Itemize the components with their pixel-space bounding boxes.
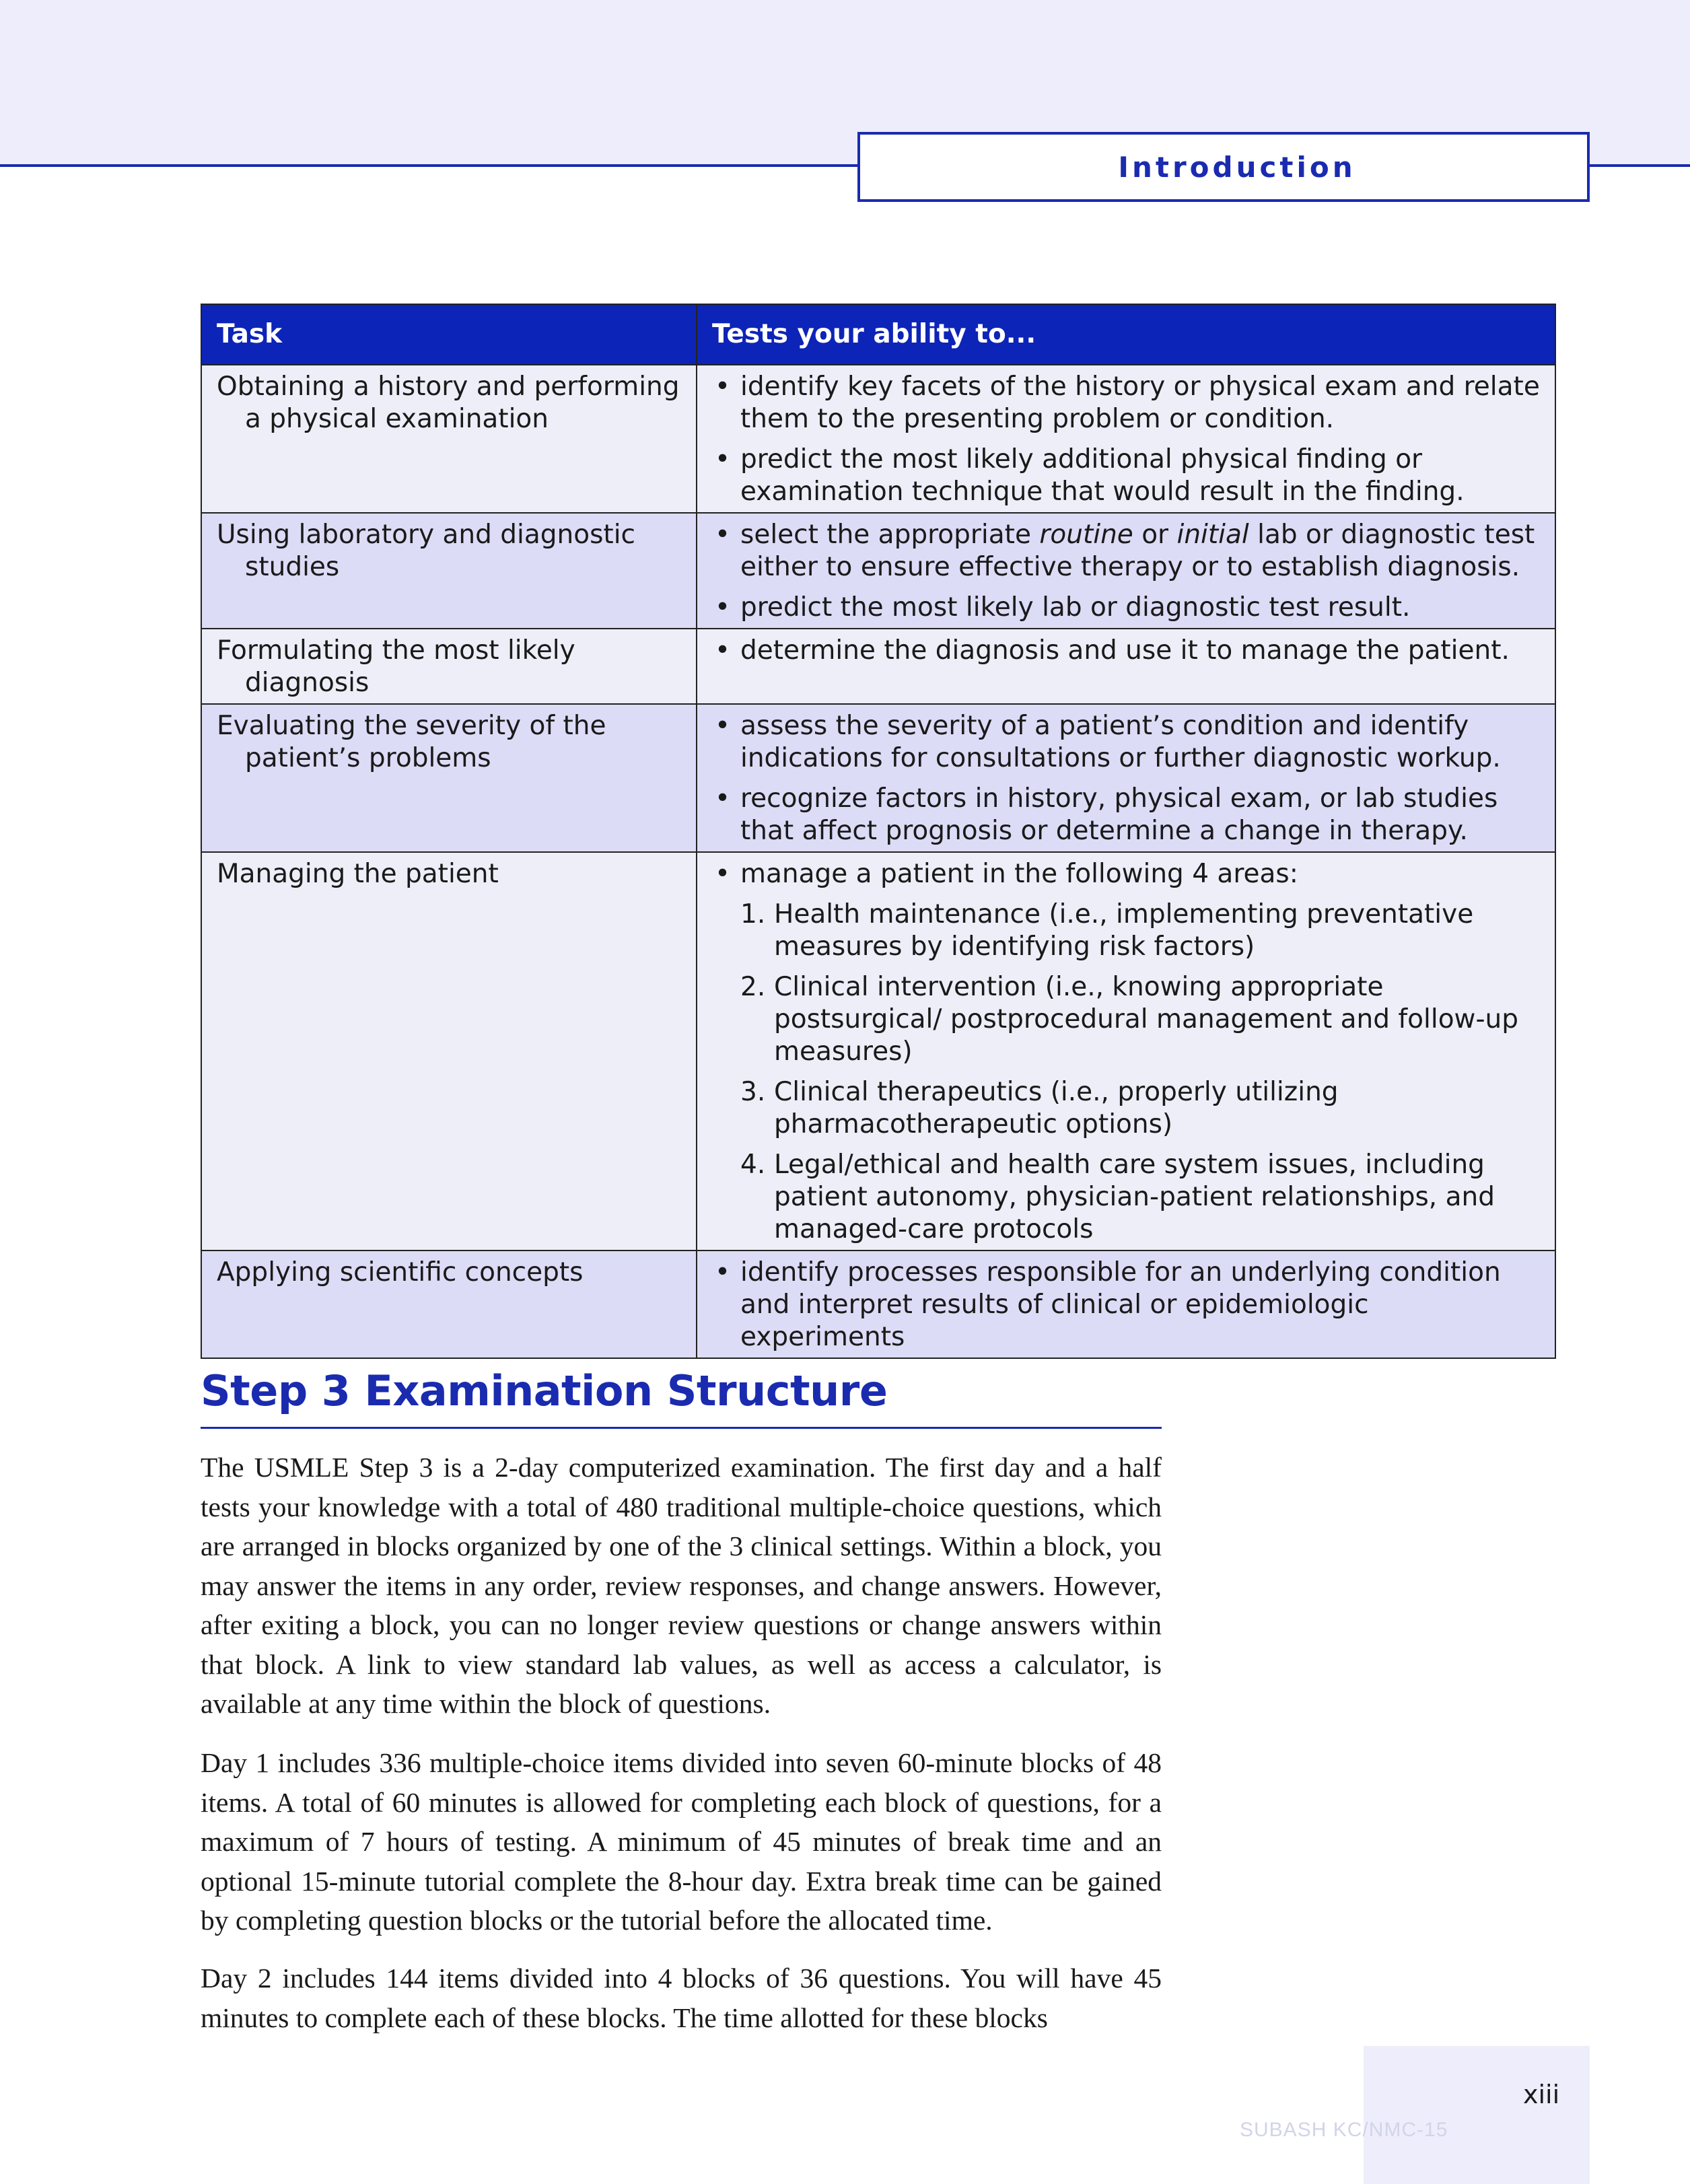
numbered-item	[740, 971, 1541, 1068]
item-number: 3.	[740, 1077, 766, 1107]
numbered-item	[740, 899, 1541, 963]
task-cell: Managing the patient	[201, 852, 697, 1250]
table-row	[201, 365, 1555, 513]
bullet-item: • identify key facets of the history or physical exam and relate them to the presenting problem or condition.	[712, 371, 1541, 435]
bullet-item: • identify processes responsible for an underlying condition and interpret results of clinical or epidemiologic experiments	[712, 1257, 1541, 1353]
column-header-ability: Tests your ability to...	[697, 304, 1555, 365]
chapter-label: Introduction	[1118, 150, 1356, 184]
table-header-row	[201, 304, 1555, 365]
bullet-emphasis: initial	[1176, 520, 1249, 550]
task-ability-table	[201, 304, 1556, 1359]
ability-cell	[697, 513, 1555, 629]
task-cell: Formulating the most likely diagnosis	[201, 629, 697, 704]
section-title: Step 3 Examination Structure	[201, 1366, 888, 1415]
header-rule-right	[1588, 164, 1690, 167]
task-cell: Applying scientific concepts	[201, 1250, 697, 1358]
numbered-item	[740, 1076, 1541, 1141]
bullet-item: • predict the most likely additional physical finding or examination technique that would result in the finding.	[712, 444, 1541, 508]
item-number: 2.	[740, 972, 766, 1002]
body-paragraph: Day 2 includes 144 items divided into 4 blocks of 36 questions. You will have 45 minutes to complete each of these blocks. The time allotted for these blocks	[201, 1963, 1162, 2033]
bullet-item: • recognize factors in history, physical exam, or lab studies that affect prognosis or determine a change in therapy.	[712, 783, 1541, 847]
table-row	[201, 629, 1555, 704]
section-title-underline	[201, 1427, 1162, 1429]
body-paragraph: Day 1 includes 336 multiple-choice items divided into seven 60-minute blocks of 48 items. A total of 60 minutes is allowed for completing each block of questions, for a maximum of 7 hours of testing. A minimum of 45 minutes of break time and an optional 15-minute tutorial complete the 8-hour day. Extra break time can be gained by completing question blocks or the tutorial before the allocated time.	[201, 1747, 1162, 1936]
table-row	[201, 513, 1555, 629]
watermark: SUBASH KC/NMC-15	[1240, 2119, 1448, 2141]
table-row	[201, 1250, 1555, 1358]
ability-cell	[697, 1250, 1555, 1358]
bullet-item	[712, 519, 1541, 584]
table-row	[201, 704, 1555, 852]
page-number: xiii	[1523, 2080, 1560, 2109]
ability-cell	[697, 629, 1555, 704]
numbered-list	[740, 899, 1541, 1246]
table-row	[201, 852, 1555, 1250]
ability-cell	[697, 704, 1555, 852]
bullet-text: lab or diagnostic test either to ensure effective therapy or to establish diagnosis.	[740, 520, 1535, 582]
bullet-item: • assess the severity of a patient’s condition and identify indications for consultations or further diagnostic workup.	[712, 710, 1541, 775]
bullet-text: or	[1133, 520, 1177, 550]
bullet-item	[712, 858, 1541, 1246]
item-text: Clinical intervention (i.e., knowing appropriate postsurgical/ postprocedural management and follow-up measures)	[774, 972, 1518, 1067]
header-rule-left	[0, 164, 859, 167]
column-header-task: Task	[201, 304, 697, 365]
bullet-text: manage a patient in the following 4 areas:	[740, 859, 1298, 889]
ability-cell	[697, 365, 1555, 513]
bullet-item: • predict the most likely lab or diagnostic test result.	[712, 592, 1541, 624]
bullet-item: • determine the diagnosis and use it to manage the patient.	[712, 635, 1541, 667]
item-text: Clinical therapeutics (i.e., properly utilizing pharmacotherapeutic options)	[774, 1077, 1339, 1139]
task-cell: Evaluating the severity of the patient’s problems	[201, 704, 697, 852]
ability-cell	[697, 852, 1555, 1250]
numbered-item	[740, 1149, 1541, 1246]
item-text: Health maintenance (i.e., implementing preventative measures by identifying risk factors)	[774, 899, 1474, 962]
item-number: 4.	[740, 1150, 766, 1180]
footer-page-box	[1364, 2046, 1590, 2184]
item-number: 1.	[740, 899, 766, 929]
task-cell: Using laboratory and diagnostic studies	[201, 513, 697, 629]
chapter-label-box	[857, 132, 1590, 202]
item-text: Legal/ethical and health care system issues, including patient autonomy, physician-patient relationships, and managed-care protocols	[774, 1150, 1495, 1244]
body-paragraph: The USMLE Step 3 is a 2-day computerized examination. The first day and a half tests your knowledge with a total of 480 traditional multiple-choice questions, which are arranged in blocks organized by one of the 3 clinical settings. Within a block, you may answer the items in any order, review responses, and change answers. However, after exiting a block, you can no longer review questions or change answers within that block. A link to view standard lab values, as well as access a calculator, is available at any time within the block of questions.	[201, 1452, 1162, 1719]
bullet-emphasis: routine	[1039, 520, 1133, 550]
task-cell: Obtaining a history and performing a physical examination	[201, 365, 697, 513]
bullet-text: select the appropriate	[740, 520, 1040, 550]
